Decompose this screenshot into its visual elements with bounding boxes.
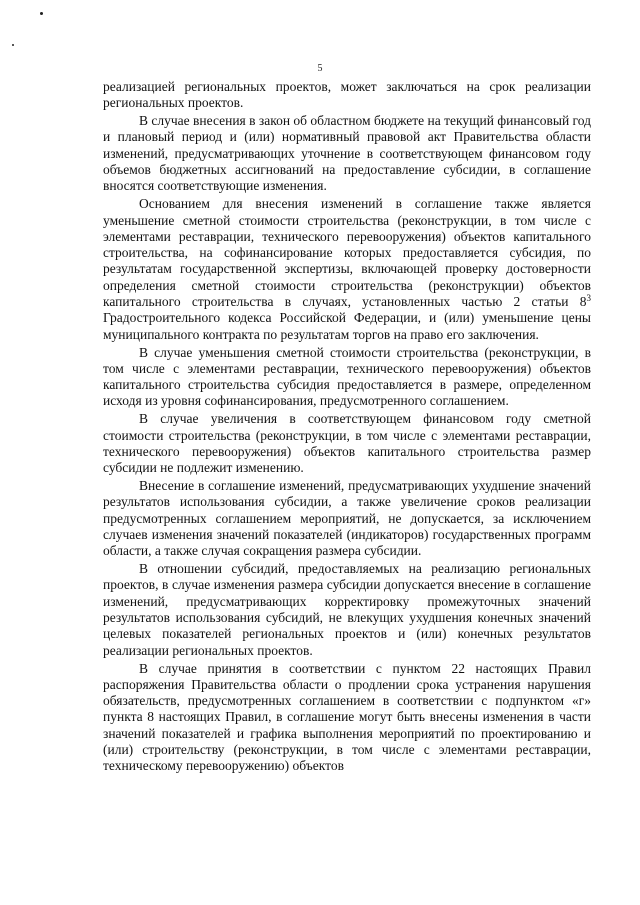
scan-speck (40, 12, 43, 15)
paragraph-with-superscript (103, 196, 591, 343)
scan-speck (12, 44, 14, 46)
paragraph: В случае принятия в соответствии с пунктом 22 настоящих Правил распоряжения Правительства области о продлении срока устранения нарушения обязательств, предусмотренных соглашением в соответствии с подпунктом «г» пункта 8 настоящих Правил, в соглашение могут быть внесены изменения в части значений показателей и графика выполнения мероприятий по проектированию и (или) строительству (реконструкции, в том числе с элементами реставрации, техническому перевооружению) объектов (103, 660, 591, 774)
paragraph-text: Основанием для внесения изменений в соглашение также является уменьшение сметной стоимости строительства (реконструкции, в том числе с элементами реставрации, технического перевооружения) объектов капитального строительства, на софинансирование которых предоставляется субсидия, по результатам государственной экспертизы, включающей проверку достоверности определения сметной стоимости строительства (реконструкции) объектов капитального строительства в случаях, установленных частью 2 статьи 8 (103, 196, 591, 310)
document-body (103, 79, 591, 776)
paragraph: Внесение в соглашение изменений, предусматривающих ухудшение значений результатов использования субсидии, а также увеличение сроков реализации предусмотренных соглашением мероприятий, не допускается, за исключением случаев изменения значений показателей (индикаторов) государственных программ области, а также случая сокращения размера субсидии. (103, 478, 591, 559)
paragraph-text: Градостроительного кодекса Российской Федерации, и (или) уменьшение цены муниципального контракта по результатам торгов на право его заключения. (103, 310, 591, 342)
superscript: 3 (586, 293, 591, 304)
paragraph: В случае уменьшения сметной стоимости строительства (реконструкции, в том числе с элементами реставрации, технического перевооружения) объектов капитального строительства субсидия предоставляется в размере, определенном исходя из уровня софинансирования, предусмотренного соглашением. (103, 344, 591, 409)
paragraph: В отношении субсидий, предоставляемых на реализацию региональных проектов, в случае изменения размера субсидии допускается внесение в соглашение изменений, предусматривающих корректировку промежуточных значений результатов использования субсидий, не влекущих ухудшения конечных значений целевых показателей региональных проектов и (или) конечных результатов реализации региональных проектов. (103, 561, 591, 658)
page-number: 5 (317, 63, 323, 74)
paragraph: В случае внесения в закон об областном бюджете на текущий финансовый год и плановый период и (или) нормативный правовой акт Правительства области изменений, предусматривающих уточнение в соответствующем финансовом году объемов бюджетных ассигнований на предоставление субсидии, в соглашение вносятся соответствующие изменения. (103, 113, 591, 194)
paragraph: В случае увеличения в соответствующем финансовом году сметной стоимости строительства (реконструкции, в том числе с элементами реставрации, технического перевооружения) объектов капитального строительства размер субсидии не подлежит изменению. (103, 411, 591, 476)
paragraph-continuation: реализацией региональных проектов, может заключаться на срок реализации региональных проектов. (103, 79, 591, 111)
